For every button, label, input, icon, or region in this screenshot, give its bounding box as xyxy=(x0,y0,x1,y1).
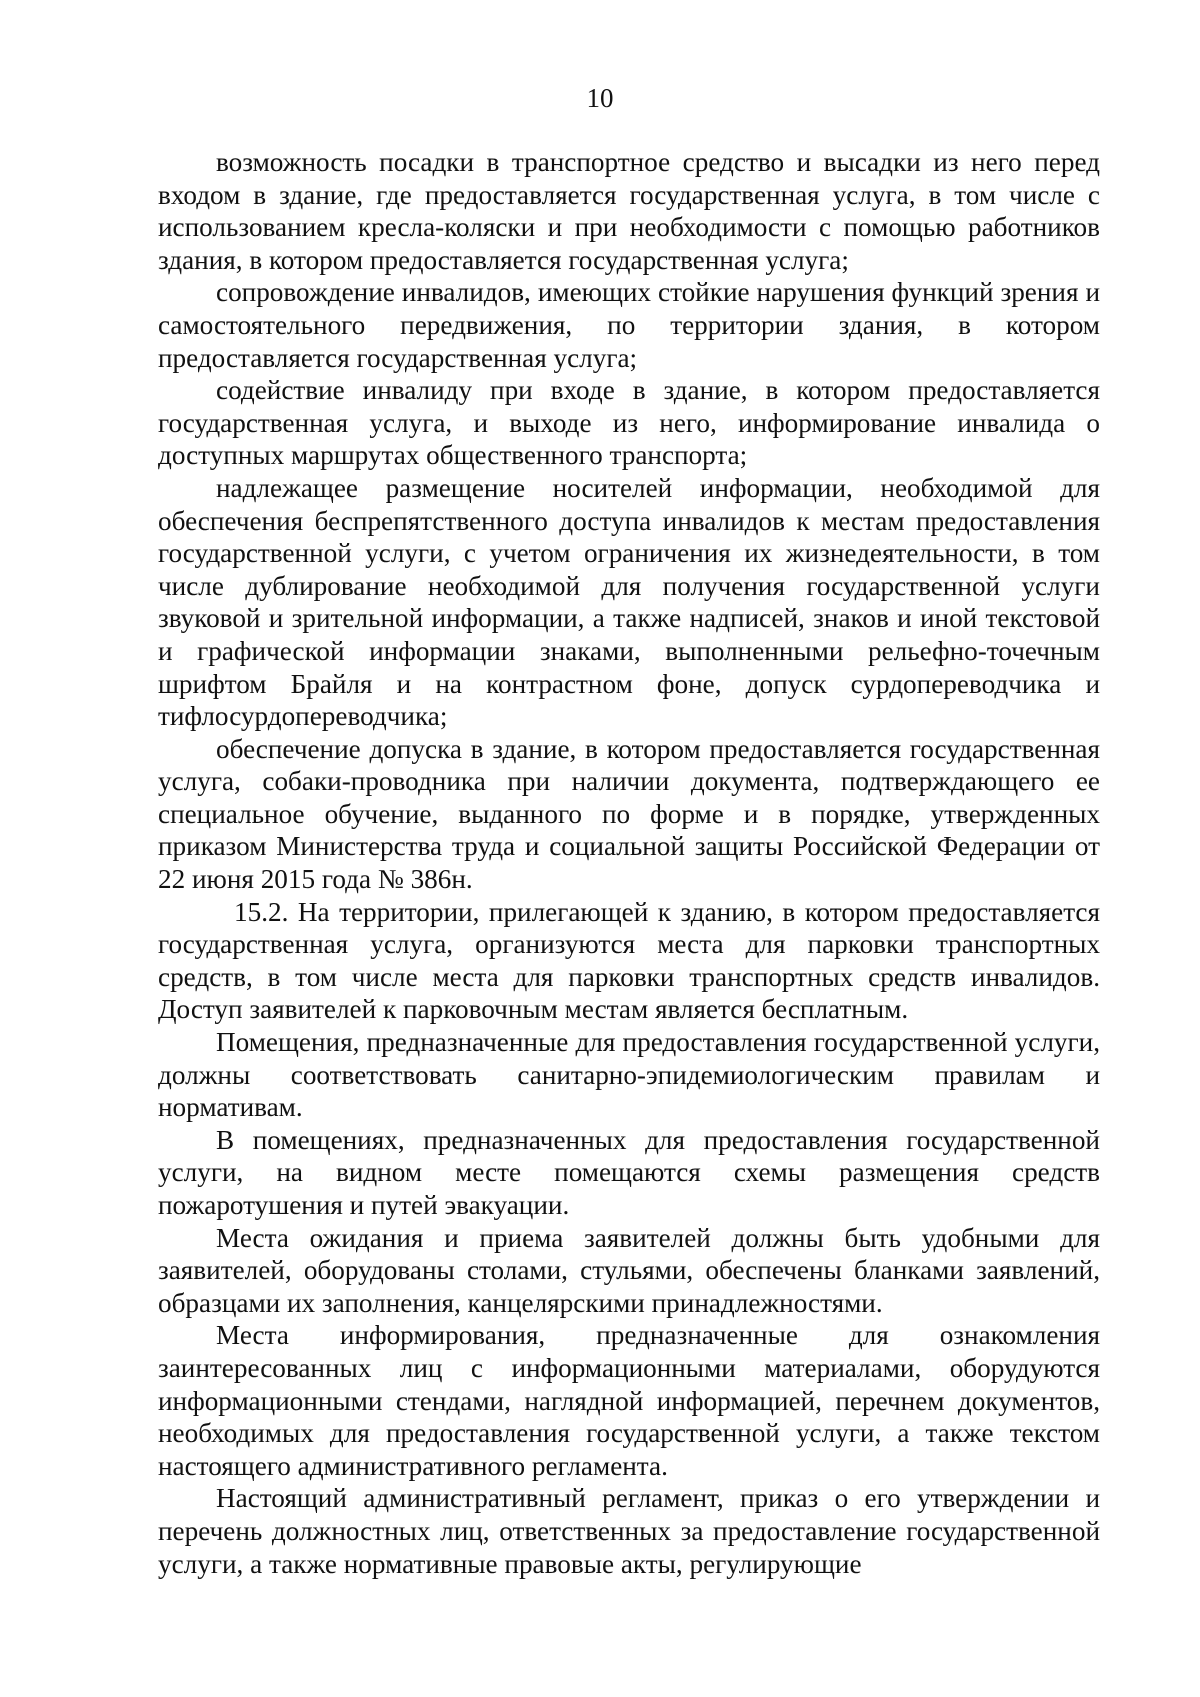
paragraph: содействие инвалиду при входе в здание, в котором предоставляется государственная услуга, и выходе из него, информирование инвалида о доступных маршрутах общественного транспорта; xyxy=(158,375,1100,471)
paragraph: В помещениях, предназначенных для предоставления государственной услуги, на видном месте помещаются схемы размещения средств пожаротушения и путей эвакуации. xyxy=(158,1124,1100,1220)
paragraph: Настоящий административный регламент, приказ о его утверждении и перечень должностных лиц, ответственных за предоставление государственной услуги, а также нормативные правовые акты, регулирующие xyxy=(158,1483,1100,1579)
paragraph: 15.2. На территории, прилегающей к зданию, в котором предоставляется государственная услуга, организуются места для парковки транспортных средств, в том числе места для парковки транспортных средств инвалидов. Доступ заявителей к парковочным местам является бесплатным. xyxy=(158,896,1100,1025)
paragraph: Помещения, предназначенные для предоставления государственной услуги, должны соответствовать санитарно-эпидемиологическим правилам и нормативам. xyxy=(158,1027,1100,1123)
paragraph: надлежащее размещение носителей информации, необходимой для обеспечения беспрепятственного доступа инвалидов к местам предоставления государственной услуги, с учетом ограничения их жизнедеятельности, в том числе дублирование необходимой для получения государственной услуги звуковой и зрительной информации, а также надписей, знаков и иной текстовой и графической информации знаками, выполненными рельефно-точечным шрифтом Брайля и на контрастном фоне, допуск сурдопереводчика и тифлосурдопереводчика; xyxy=(158,472,1100,732)
paragraph: возможность посадки в транспортное средство и высадки из него перед входом в здание, где предоставляется государственная услуга, в том числе с использованием кресла-коляски и при необходимости с помощью работников здания, в котором предоставляется государственная услуга; xyxy=(158,147,1100,275)
document-body xyxy=(158,146,1100,1580)
paragraph: Места ожидания и приема заявителей должны быть удобными для заявителей, оборудованы столами, стульями, обеспечены бланками заявлений, образцами их заполнения, канцелярскими принадлежностями. xyxy=(158,1222,1100,1318)
paragraph: обеспечение допуска в здание, в котором предоставляется государственная услуга, собаки-проводника при наличии документа, подтверждающего ее специальное обучение, выданного по форме и в порядке, утвержденных приказом Министерства труда и социальной защиты Российской Федерации от 22 июня 2015 года № 386н. xyxy=(158,733,1100,895)
paragraph: Места информирования, предназначенные для ознакомления заинтересованных лиц с информационными материалами, оборудуются информационными стендами, наглядной информацией, перечнем документов, необходимых для предоставления государственной услуги, а также текстом настоящего административного регламента. xyxy=(158,1320,1100,1481)
page-number: 10 xyxy=(586,83,614,113)
paragraph: сопровождение инвалидов, имеющих стойкие нарушения функций зрения и самостоятельного передвижения, по территории здания, в котором предоставляется государственная услуга; xyxy=(158,277,1100,373)
